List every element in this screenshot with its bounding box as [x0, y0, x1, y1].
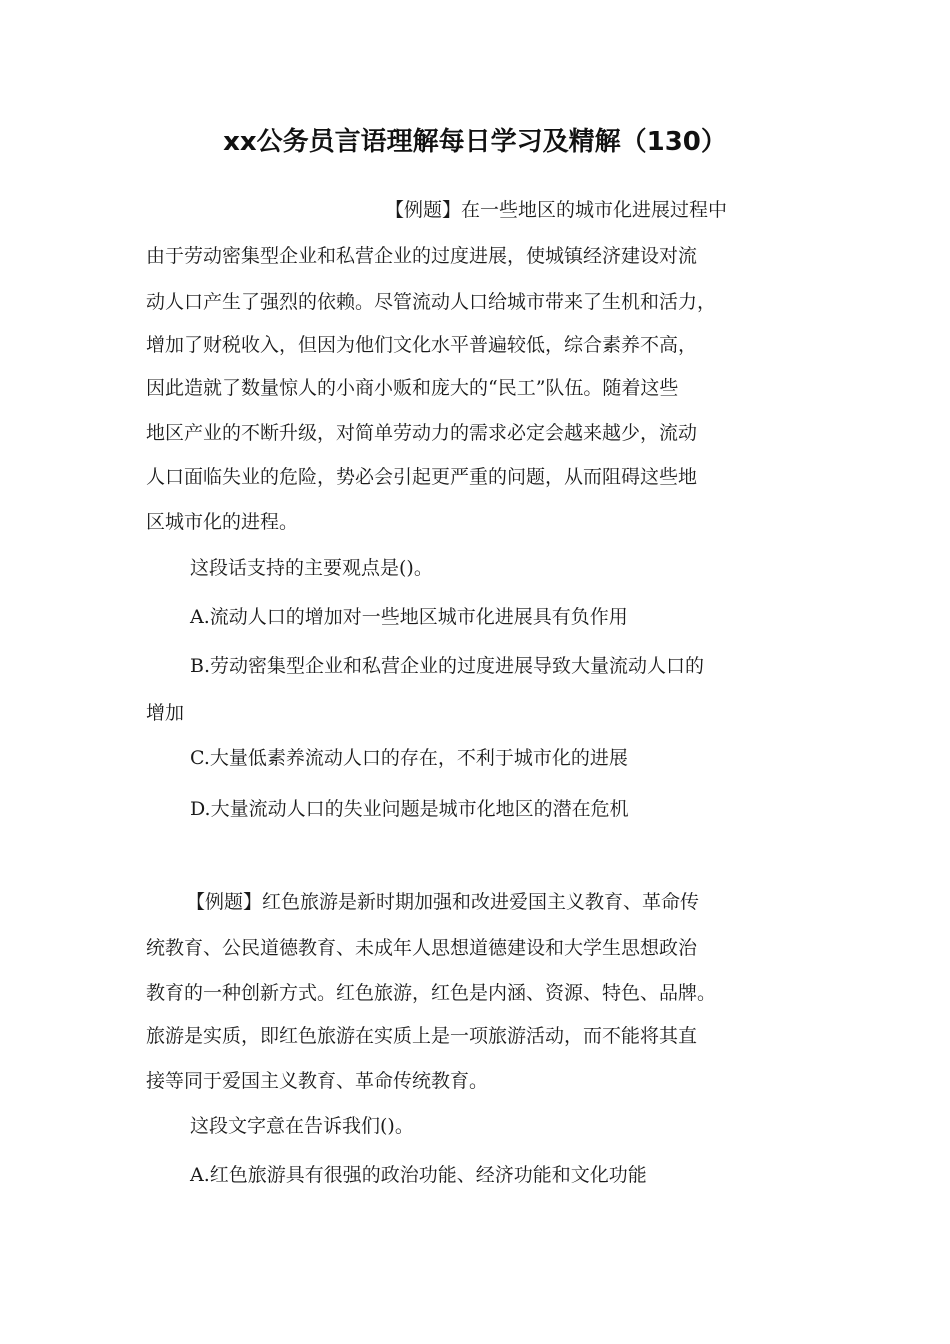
q1-stem-line-4: 增加了财税收入，但因为他们文化水平普遍较低，综合素养不高， [146, 334, 698, 356]
q2-option-a: A.红色旅游具有很强的政治功能、经济功能和文化功能 [190, 1164, 647, 1186]
q1-stem-line-1: 【例题】在一些地区的城市化进展过程中 [385, 199, 728, 221]
q1-stem-line-3: 动人口产生了强烈的依赖。尽管流动人口给城市带来了生机和活力， [146, 291, 717, 313]
q1-option-b-line-2: 增加 [146, 702, 185, 724]
q1-prompt: 这段话支持的主要观点是()。 [190, 557, 433, 579]
q1-stem-line-7: 人口面临失业的危险，势必会引起更严重的问题，从而阻碍这些地 [146, 466, 698, 488]
q1-stem-line-2: 由于劳动密集型企业和私营企业的过度进展，使城镇经济建设对流 [146, 245, 698, 267]
q2-stem-line-3: 教育的一种创新方式。红色旅游，红色是内涵、资源、特色、品牌。 [146, 982, 717, 1004]
q2-stem-line-2: 统教育、公民道德教育、未成年人思想道德建设和大学生思想政治 [146, 937, 698, 959]
q2-stem-line-4: 旅游是实质，即红色旅游在实质上是一项旅游活动，而不能将其直 [146, 1025, 698, 1047]
q1-stem-line-5: 因此造就了数量惊人的小商小贩和庞大的“民工”队伍。随着这些 [146, 377, 679, 399]
q1-stem-line-6: 地区产业的不断升级，对简单劳动力的需求必定会越来越少，流动 [146, 422, 698, 444]
q1-option-c: C.大量低素养流动人口的存在，不利于城市化的进展 [190, 747, 628, 769]
q1-option-b-line-1: B.劳动密集型企业和私营企业的过度进展导致大量流动人口的 [190, 655, 705, 677]
document-title: xx公务员言语理解每日学习及精解（130） [223, 127, 727, 157]
q1-option-d: D.大量流动人口的失业问题是城市化地区的潜在危机 [190, 798, 629, 820]
q2-stem-line-1: 【例题】红色旅游是新时期加强和改进爱国主义教育、革命传 [186, 891, 700, 913]
q1-stem-line-8: 区城市化的进程。 [146, 511, 299, 533]
q2-stem-line-5: 接等同于爱国主义教育、革命传统教育。 [146, 1070, 489, 1092]
q2-prompt: 这段文字意在告诉我们()。 [190, 1115, 414, 1137]
q1-option-a: A.流动人口的增加对一些地区城市化进展具有负作用 [190, 606, 628, 628]
